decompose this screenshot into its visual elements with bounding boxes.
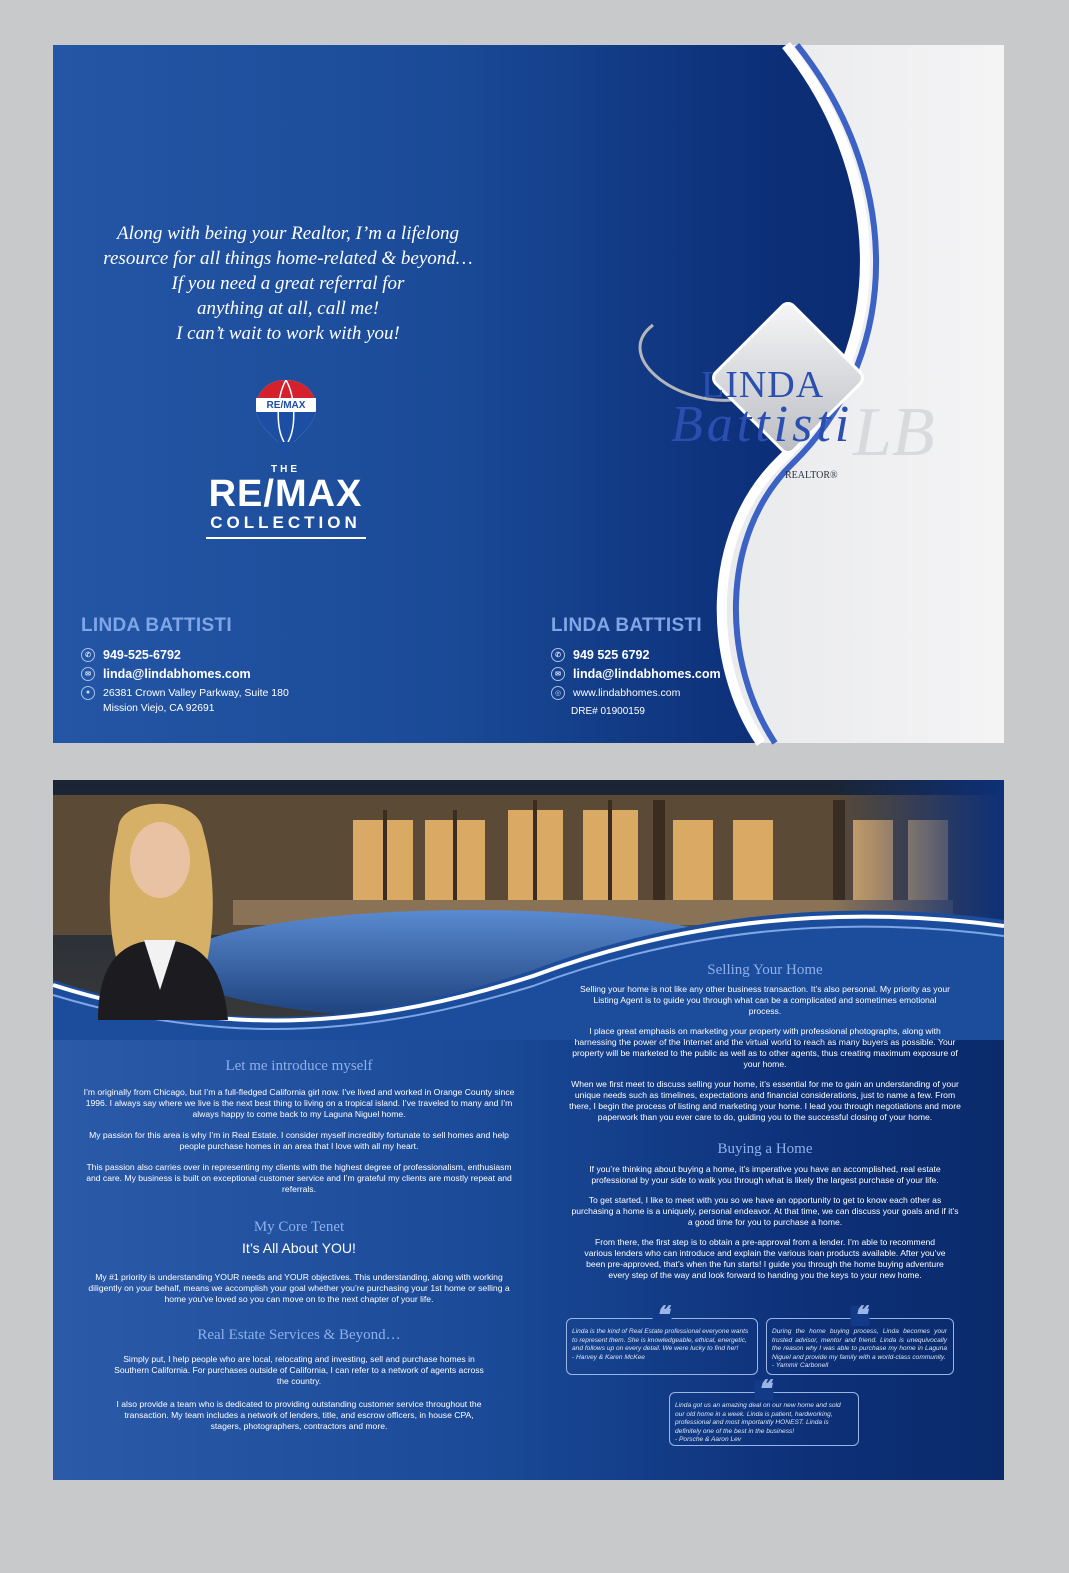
buying-paragraph: To get started, I like to meet with you so we have an opportunity to get to know each other as purchasing a home is a uniquely, personal endeavor. At that time, we can discuss your goals and if it’s a good time for you to purchase a home.: [571, 1195, 959, 1227]
quote-mark-icon: ❝: [653, 1306, 672, 1326]
brand-name: RE/MAX: [208, 473, 363, 515]
email-row[interactable]: [81, 664, 381, 683]
dre-license: DRE# 01900159: [571, 706, 645, 717]
inside-right-column: [568, 962, 962, 1281]
selling-paragraph: I place great emphasis on marketing your property with professional photographs, along with harnessing the power of the Internet and the virtual world to reach as many buyers as possible. Your property will be marketed to the public as well as to other agents, thus creating maximum exposure of your home.: [572, 1026, 958, 1069]
testimonial-text: During the home buying process, Linda becomes your trusted advisor, mentor and friend. Linda is unequivocally the reason why I was able to purchase my home in Laguna Niguel and provide my family with a world-class community.: [772, 1328, 947, 1361]
agent-name: LINDA BATTISTI: [81, 615, 232, 636]
logo-first-name: LINDA: [701, 364, 825, 406]
agent-name: LINDA BATTISTI: [551, 615, 702, 636]
intro-paragraph: This passion also carries over in representing my clients with the highest degree of professionalism, enthusiasm and care. My business is built on exceptional customer service and I’m grateful my clients are mostly repeat and referrals.: [86, 1162, 512, 1194]
selling-paragraph: Selling your home is not like any other business transaction. It’s also personal. My priority as your Listing Agent is to guide you through what can be a complicated and sometimes emotional process.: [579, 984, 951, 1016]
agent-portrait: [88, 790, 238, 1020]
website: www.lindabhomes.com: [573, 686, 681, 699]
tenet-subheading: It’s All About YOU!: [242, 1240, 356, 1256]
services-heading: Real Estate Services & Beyond…: [197, 1327, 401, 1343]
testimonial-text: Linda got us an amazing deal on our new home and sold our old home in a week. Linda is patient, hardworking, professional and most importantly HONEST. Linda is definitely one of the best in the business!: [675, 1402, 841, 1435]
selling-heading: Selling Your Home: [707, 962, 823, 978]
logo-initials: LB: [853, 394, 935, 471]
phone-row[interactable]: [81, 645, 381, 664]
testimonial-card: [669, 1377, 859, 1446]
remax-balloon-icon: [254, 378, 318, 456]
phone-number: 949 525 6792: [573, 647, 650, 662]
website-row[interactable]: [551, 683, 791, 702]
intro-paragraph: My passion for this area is why I’m in Real Estate. I consider myself incredibly fortunate to sell homes and help people purchase homes in an area that I love with all my heart.: [89, 1130, 509, 1151]
globe-icon: ◎: [551, 686, 565, 700]
quote-mark-icon: ❝: [755, 1380, 774, 1400]
address-line-2: Mission Viejo, CA 92691: [103, 703, 215, 714]
phone-icon: ✆: [81, 648, 95, 662]
logo-last-name: Battisti: [671, 396, 854, 453]
quote-line: If you need a great referral for: [171, 273, 405, 294]
tenet-heading: My Core Tenet: [253, 1219, 345, 1235]
contact-block-right: [551, 615, 791, 718]
testimonial-text: Linda is the kind of Real Estate professional everyone wants to represent them. She is knowledgeable, ethical, energetic, and follows up on every detail. We were lucky to find her!: [572, 1328, 749, 1353]
quote-line: anything at all, call me!: [196, 298, 380, 319]
email-row[interactable]: [551, 664, 791, 683]
front-quote: [73, 221, 503, 346]
testimonial-card: [566, 1303, 758, 1375]
intro-paragraph: I’m originally from Chicago, but I’m a full-fledged California girl now. I’ve lived and worked in Orange County since 1996. I always say where we live is the next best thing to living on a tropical island. I’ve traveled to many and I’m always happy to come back to my Laguna Niguel home.: [83, 1087, 515, 1119]
logo-realtor: REALTOR®: [785, 470, 838, 481]
balloon-text: RE/MAX: [266, 400, 305, 411]
buying-paragraph: From there, the first step is to obtain a pre-approval from a lender. I’m able to recommend various lenders who can introduce and explain the various loan products available. After you’ve been pre-approved, that’s when the fun starts! I guide you through the home buying adventure every step of the way and look forward to handing you the keys to your new home.: [584, 1237, 946, 1280]
buying-heading: Buying a Home: [717, 1141, 813, 1157]
intro-heading: Let me introduce myself: [225, 1058, 373, 1074]
email-address: linda@lindabhomes.com: [103, 666, 251, 681]
address-row: [81, 683, 381, 702]
brochure-inside-panel: [53, 780, 1004, 1480]
email-icon: ✉: [551, 667, 565, 681]
tenet-paragraph: My #1 priority is understanding YOUR needs and YOUR objectives. This understanding, along with working diligently on your behalf, means we accomplish your goal whether you’re purchasing your 1st home or selling a home you’ve loved so you can move on to the next chapter of your life.: [88, 1272, 510, 1304]
quote-line: resource for all things home-related & beyond…: [103, 248, 473, 269]
brand-collection: COLLECTION: [210, 513, 361, 532]
quote-line: I can’t wait to work with you!: [176, 323, 400, 344]
linda-battisti-logo: [613, 295, 935, 505]
brand-underline: [206, 537, 366, 539]
phone-row[interactable]: [551, 645, 791, 664]
email-address: linda@lindabhomes.com: [573, 666, 721, 681]
quote-line: Along with being your Realtor, I’m a lifelong: [117, 223, 459, 244]
testimonial-author: - Yammir Carbonell: [772, 1362, 829, 1370]
testimonial-author: - Harvey & Karen McKee: [572, 1353, 645, 1361]
phone-number: 949-525-6792: [103, 647, 181, 662]
brochure-front-panel: [53, 45, 1004, 743]
contact-block-left: [81, 615, 381, 715]
inside-left-column: [81, 1058, 517, 1432]
selling-paragraph: When we first meet to discuss selling your home, it’s essential for me to gain an understanding of your unique needs such as timelines, expectations and financial considerations, just to name a few. From there, I begin the process of listing and marketing your home. I lead you through negotiations and more paperwork than you ever care to do, guiding you to the successful closing of your home.: [569, 1079, 961, 1122]
brand-the: THE: [271, 464, 300, 475]
address-line-1: 26381 Crown Valley Parkway, Suite 180: [103, 686, 289, 699]
email-icon: ✉: [81, 667, 95, 681]
testimonial-author: - Porsche & Aaron Lev: [675, 1436, 742, 1444]
services-paragraph: I also provide a team who is dedicated to providing outstanding customer service throughout the transaction. My team includes a network of lenders, title, and escrow officers, in house CPA, stagers, photographers, contractors and more.: [116, 1399, 482, 1431]
testimonial-card: [766, 1303, 954, 1375]
services-paragraph: Simply put, I help people who are local, relocating and investing, sell and purchase homes in Southern California. For purchases outside of California, I can refer to a network of agents across the country.: [114, 1354, 484, 1386]
buying-paragraph: If you’re thinking about buying a home, it’s imperative you have an accomplished, real estate professional by your side to walk you through what is likely the largest purchase of your life.: [589, 1164, 941, 1185]
remax-collection-logo: [198, 378, 373, 539]
phone-icon: ✆: [551, 648, 565, 662]
quote-mark-icon: ❝: [851, 1306, 870, 1326]
location-icon: ●: [81, 686, 95, 700]
